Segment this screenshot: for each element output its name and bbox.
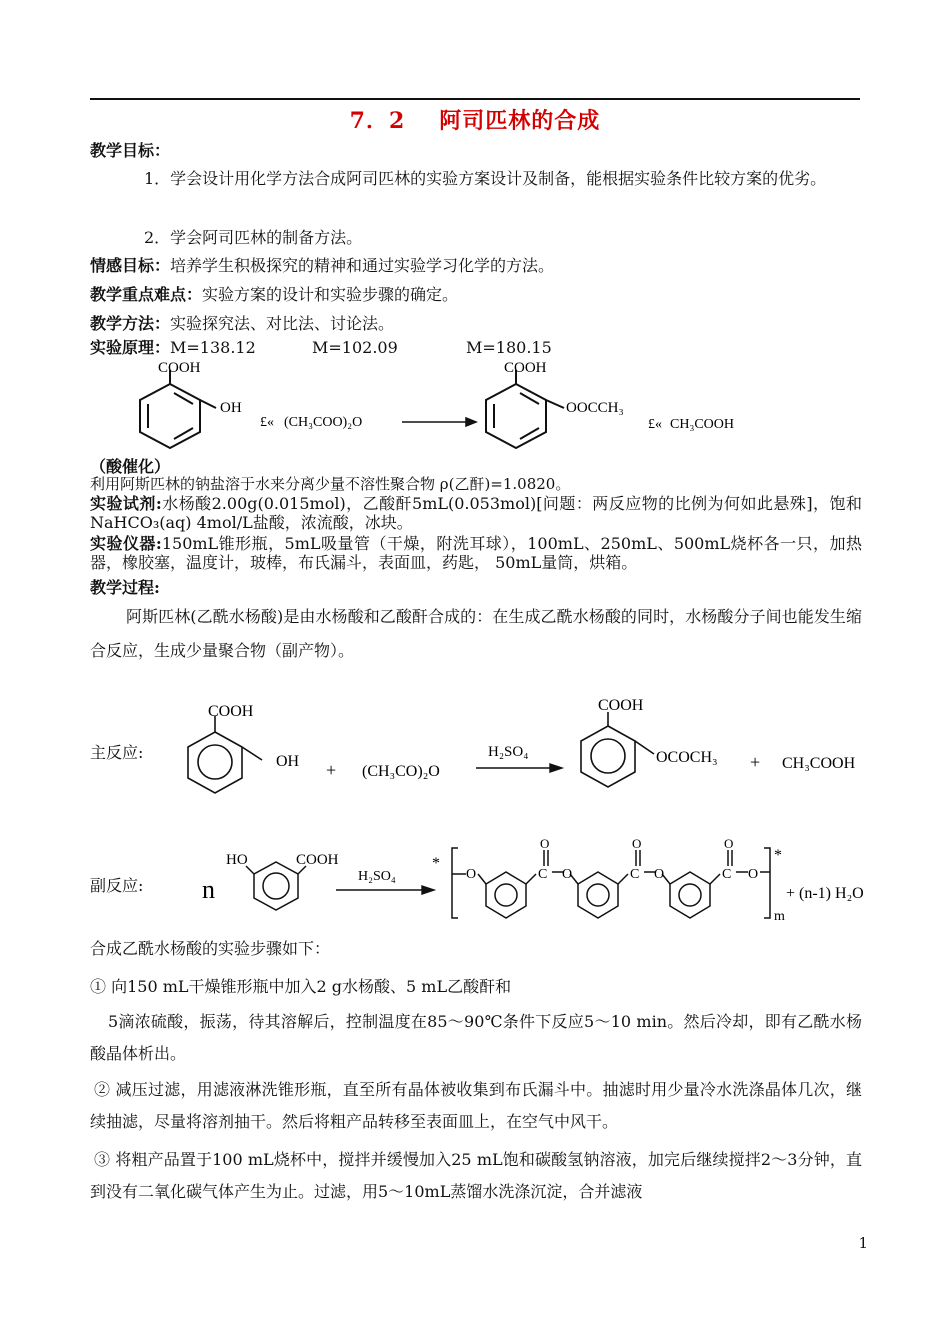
r1-product-cooh: COOH	[504, 360, 547, 376]
r1-byproduct: CH₃COOH	[670, 417, 734, 432]
main-catalyst: H₂SO₄	[488, 744, 529, 760]
main-product-sub: OCOCH₃	[656, 749, 718, 766]
acid-catalysis: （酸催化）	[90, 457, 171, 476]
side-star-1: *	[432, 855, 440, 872]
objective-item-2: 2．学会阿司匹林的制备方法。	[144, 228, 363, 247]
method-label: 教学方法：	[90, 314, 171, 333]
side-o-1: O	[466, 867, 477, 882]
side-reaction-label: 副反应:	[90, 876, 144, 895]
emotion-label: 情感目标：	[90, 256, 171, 275]
emotion-goal	[90, 256, 554, 276]
steps-heading: 合成乙酰水杨酸的实验步骤如下：	[90, 939, 331, 958]
title-text: 阿司匹林的合成	[439, 108, 601, 134]
side-water: + (n-1) H₂O	[786, 885, 864, 902]
r1-cooh: COOH	[158, 360, 201, 376]
main-reaction-label: 主反应:	[90, 743, 144, 762]
side-o-3: O	[654, 867, 665, 882]
step-1b: 5滴浓硫酸，振荡，待其溶解后，控制温度在85～90℃条件下反应5～10 min。然后冷却，即有乙酰水杨酸晶体析出。	[90, 1012, 862, 1063]
aspirin-structure-main	[581, 712, 654, 787]
main-cooh: COOH	[208, 703, 254, 720]
side-sub-m: m	[774, 909, 785, 924]
side-carbonyl-o-2: O	[632, 836, 642, 851]
main-product-cooh: COOH	[598, 697, 644, 714]
main-arrow-icon	[476, 764, 562, 772]
side-cooh: COOH	[296, 852, 339, 868]
method-text: 实验探究法、对比法、讨论法。	[170, 314, 395, 333]
objective-item-1: 1．学会设计用化学方法合成阿司匹林的实验方案设计及制备，能根据实验条件比较方案的优劣。	[144, 169, 827, 188]
side-carbonyl-o-3: O	[724, 836, 734, 851]
side-o-2: O	[562, 867, 573, 882]
page-title	[0, 104, 950, 135]
side-carbonyl-o-1: O	[540, 836, 550, 851]
polymer-structure	[452, 848, 770, 918]
reagents-label: 实验试剂:	[90, 494, 162, 513]
key-points-label: 教学重点难点：	[90, 285, 203, 304]
separation-note: 利用阿斯匹林的钠盐溶于水来分离少量不溶性聚合物 ρ(乙酐)=1.0820。	[90, 475, 571, 493]
arrow-icon	[402, 418, 476, 426]
r1-plus-2: £«	[648, 417, 662, 432]
main-anhydride: (CH₃CO)₂O	[362, 763, 440, 780]
r1-product-sub: OOCCH₃	[566, 400, 624, 416]
reagents-text: 水杨酸2.00g(0.015mol)，乙酸酐5mL(0.053mol)[问题：两反应物的比例为何如此悬殊]，饱和NaHCO₃(aq) 4mol/L盐酸，浓流酸，冰块。	[90, 494, 862, 532]
side-star-2: *	[774, 847, 782, 864]
side-ho: HO	[226, 852, 248, 868]
principle-reaction-diagram	[120, 356, 800, 456]
side-catalyst: H₂SO₄	[358, 869, 396, 884]
title-number: 7．2	[349, 108, 406, 134]
principle-line	[90, 338, 256, 358]
r1-plus-1: £«	[260, 415, 274, 430]
key-points-text: 实验方案的设计和实验步骤的确定。	[202, 285, 459, 304]
main-plus-2: +	[750, 752, 761, 772]
aspirin-structure	[486, 370, 564, 448]
apparatus-block	[90, 534, 862, 572]
side-arrow-icon	[336, 886, 434, 894]
apparatus-label: 实验仪器:	[90, 534, 162, 553]
side-c-2: C	[630, 867, 640, 882]
molar-mass-2: M=102.09	[312, 338, 398, 357]
principle-label: 实验原理：	[90, 338, 171, 357]
apparatus-text: 150mL锥形瓶，5mL吸量管（干燥，附洗耳球），100mL、250mL、500mL烧杯各一只，加热器，橡胶塞，温度计，玻棒，布氏漏斗，表面皿，药匙， 50mL量筒，烘箱。	[90, 534, 862, 572]
step-1a: ① 向150 mL干燥锥形瓶中加入2 g水杨酸、5 mL乙酸酐和	[90, 977, 512, 996]
main-byproduct: CH₃COOH	[782, 755, 856, 772]
header-rule	[90, 98, 860, 100]
salicylic-acid-structure	[140, 370, 216, 448]
process-intro: 阿斯匹林(乙酰水杨酸)是由水杨酸和乙酸酐合成的：在生成乙酰水杨酸的同时，水杨酸分子间也能发生缩合反应，生成少量聚合物（副产物）。	[90, 607, 862, 660]
r1-anhydride: (CH₃COO)₂O	[284, 415, 363, 430]
process-label: 教学过程:	[90, 578, 160, 597]
side-c-1: C	[538, 867, 548, 882]
reagents-block	[90, 494, 862, 532]
step-2: ② 减压过滤，用滤液淋洗锥形瓶，直至所有晶体被收集到布氏漏斗中。抽滤时用少量冷水洗涤晶体几次，继续抽滤，尽量将溶剂抽干。然后将粗产品转移至表面皿上，在空气中风干。	[90, 1080, 862, 1131]
side-n: n	[202, 875, 215, 904]
emotion-text: 培养学生积极探究的精神和通过实验学习化学的方法。	[170, 256, 555, 275]
side-o-4: O	[748, 867, 759, 882]
main-reaction-diagram	[170, 690, 890, 810]
teaching-method	[90, 314, 394, 334]
molar-mass-1: M=138.12	[170, 338, 256, 357]
main-plus-1: +	[326, 760, 337, 780]
molar-mass-3: M=180.15	[466, 338, 552, 357]
salicylic-acid-structure-side	[246, 862, 306, 910]
side-reaction-diagram	[196, 828, 876, 928]
main-oh: OH	[276, 753, 300, 770]
page-number: 1	[858, 1234, 868, 1252]
objectives-label: 教学目标：	[90, 141, 171, 160]
r1-oh: OH	[220, 400, 242, 416]
side-c-3: C	[722, 867, 732, 882]
key-points	[90, 285, 458, 305]
salicylic-acid-structure-main	[188, 716, 262, 793]
step-3: ③ 将粗产品置于100 mL烧杯中，搅拌并缓慢加入25 mL饱和碳酸氢钠溶液，加完后继续搅拌2～3分钟，直到没有二氧化碳气体产生为止。过滤，用5～10mL蒸馏水洗涤沉淀，合并滤液	[90, 1150, 862, 1201]
